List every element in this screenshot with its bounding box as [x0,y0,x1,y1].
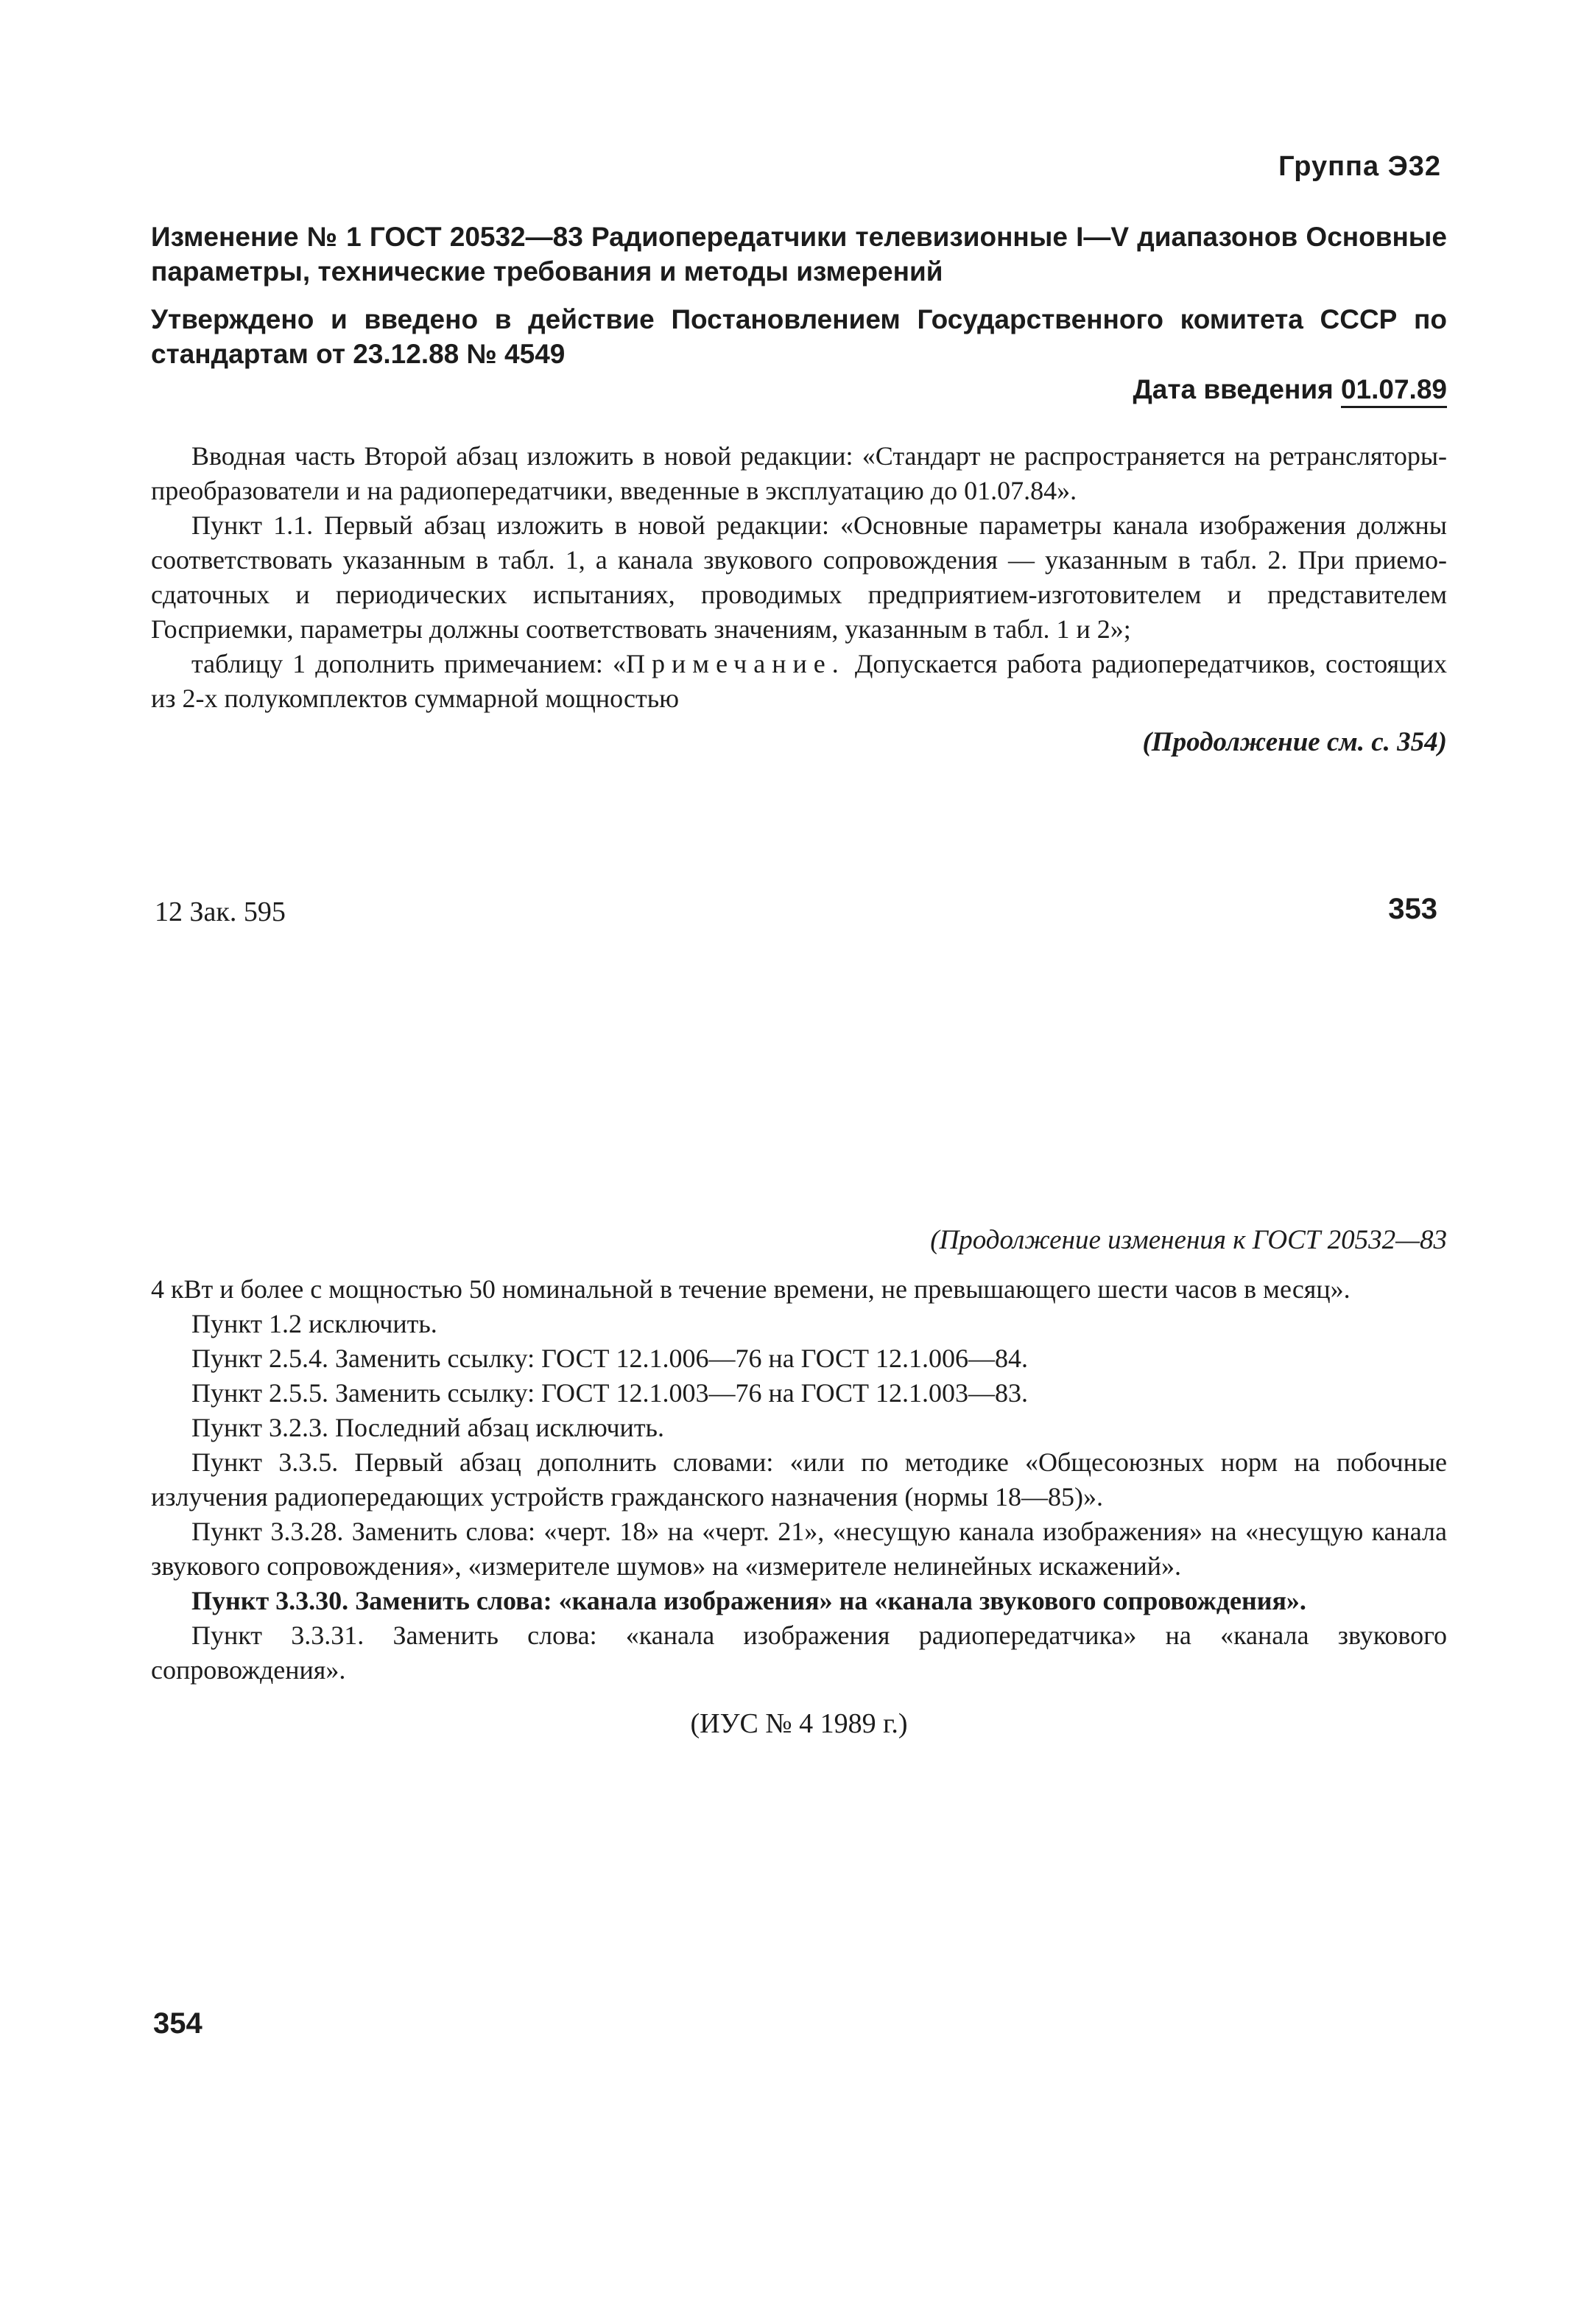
page-354-body [151,1223,1447,1741]
table-note-paragraph [151,647,1447,716]
continued-paragraph: 4 кВт и более с мощностью 50 номинальной в течение времени, не превышающего шести часов в месяц». [151,1274,1351,1304]
list-item: Пункт 1.2 исключить. [191,1309,437,1338]
list-item: Пункт 3.3.28. Заменить слова: «черт. 18» на «черт. 21», «несущую канала изображения» на «несущую канала звукового сопровождения», «измерителе шумов» на «измерителе нелинейных искажений». [151,1517,1447,1581]
table-note-word: Примечание. [626,649,845,678]
page-number-354: 354 [153,2007,203,2040]
effective-date-value: 01.07.89 [1341,374,1447,408]
effective-date-label: Дата введения [1133,374,1334,404]
continuation-header: (Продолжение изменения к ГОСТ 20532—83 [930,1225,1447,1255]
list-item: Пункт 3.3.31. Заменить слова: «канала изображения радиопередатчика» на «канала звукового сопровождения». [151,1621,1447,1685]
document-title: Изменение № 1 ГОСТ 20532—83 Радиопередатчики телевизионные I—V диапазонов Основные параметры, технические требования и методы измерений [151,222,1447,287]
list-item: Пункт 2.5.5. Заменить ссылку: ГОСТ 12.1.003—76 на ГОСТ 12.1.003—83. [191,1378,1029,1408]
list-item: Пункт 3.3.5. Первый абзац дополнить словами: «или по методике «Общесоюзных норм на побочные излучения радиопередающих устройств гражданского назначения (нормы 18—85)». [151,1447,1447,1512]
list-item: Пункт 3.3.30. Заменить слова: «канала изображения» на «канала звукового сопровождения». [191,1586,1306,1615]
group-label: Группа Э32 [1278,151,1441,182]
list-item: Пункт 3.2.3. Последний абзац исключить. [191,1413,664,1442]
order-footer: 12 Зак. 595 [155,896,286,927]
page-number-353: 353 [1388,893,1437,925]
source-reference: (ИУС № 4 1989 г.) [690,1708,908,1739]
approval-statement: Утверждено и введено в действие Постановлением Государственного комитета СССР по стандартам от 23.12.88 № 4549 [151,304,1447,369]
table-note-prefix: таблицу 1 дополнить примечанием: « [191,649,627,678]
list-item: Пункт 2.5.4. Заменить ссылку: ГОСТ 12.1.006—76 на ГОСТ 12.1.006—84. [191,1344,1029,1373]
item-1-1-paragraph: Пункт 1.1. Первый абзац изложить в новой редакции: «Основные параметры канала изображения должны соответствовать указанным в табл. 1, а канала звукового сопровождения — указанным в табл. 2. При приемо-сдаточных и периодических испытаниях, проводимых предприятием-изготовителем и представителем Госприемки, параметры должны соответствовать значениям, указанным в табл. 1 и 2»; [151,510,1447,644]
continuation-note: (Продолжение см. с. 354) [1142,727,1447,757]
intro-paragraph: Вводная часть Второй абзац изложить в новой редакции: «Стандарт не распространяется на ретрансляторы-преобразователи и на радиопередатчики, введенные в эксплуатацию до 01.07.84». [151,441,1447,505]
page-353-body [151,220,1447,758]
table-note-rest: Допускается работа радиопередатчиков, состоящих из 2-х полукомплектов суммарной мощностью [151,649,1447,713]
effective-date [151,374,1447,405]
